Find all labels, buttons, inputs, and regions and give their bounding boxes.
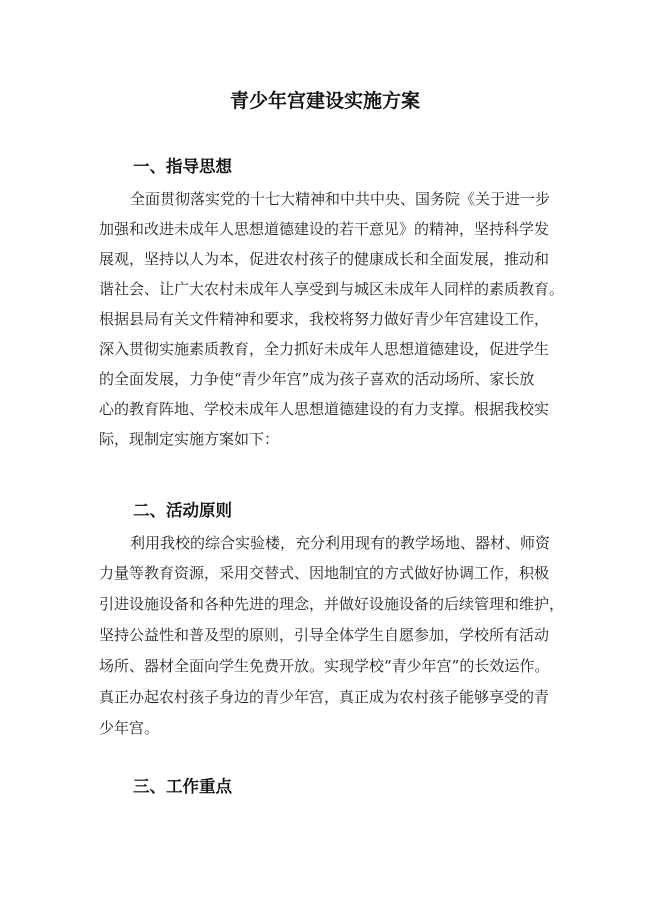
paragraph-line: 展观，坚持以人为本，促进农村孩子的健康成长和全面发展，推动和 [99, 250, 550, 268]
paragraph-line: 引进设施设备和各种先进的理念，并做好设施设备的后续管理和维护， [99, 595, 565, 613]
paragraph-line: 加强和改进未成年人思想道德建设的若干意见》的精神，坚持科学发 [99, 220, 550, 238]
paragraph-line: 谐社会、让广大农村未成年人享受到与城区未成年人同样的素质教育。 [99, 280, 565, 298]
paragraph-line: 真正办起农村孩子身边的青少年宫，真正成为农村孩子能够享受的青 [99, 688, 550, 706]
paragraph-line: 场所、器材全面向学生免费开放。实现学校“青少年宫”的长效运作。 [99, 657, 550, 675]
paragraph-line: 深入贯彻实施素质教育，全力抓好未成年人思想道德建设，促进学生 [99, 340, 550, 358]
paragraph-line: 的全面发展，力争使“青少年宫”成为孩子喜欢的活动场所、家长放 [99, 370, 535, 388]
paragraph-line: 利用我校的综合实验楼，充分利用现有的教学场地、器材、师资 [130, 534, 551, 552]
section-heading-guiding-ideology: 一、指导思想 [133, 157, 232, 176]
section-heading-work-focus: 三、工作重点 [133, 777, 232, 796]
paragraph-line: 根据县局有关文件精神和要求，我校将努力做好青少年宫建设工作， [99, 310, 550, 328]
section-heading-activity-principles: 二、活动原则 [133, 501, 232, 520]
paragraph-line: 坚持公益性和普及型的原则，引导全体学生自愿参加，学校所有活动 [99, 626, 550, 644]
paragraph-line: 力量等教育资源，采用交替式、因地制宜的方式做好协调工作，积极 [99, 564, 550, 582]
paragraph-line: 少年宫。 [99, 719, 160, 737]
document-title: 青少年宫建设实施方案 [229, 90, 420, 112]
paragraph-line: 心的教育阵地、学校未成年人思想道德建设的有力支撑。根据我校实 [99, 400, 550, 418]
paragraph-line: 全面贯彻落实党的十七大精神和中共中央、国务院《关于进一步 [130, 190, 551, 208]
paragraph-line: 际，现制定实施方案如下： [99, 430, 280, 448]
